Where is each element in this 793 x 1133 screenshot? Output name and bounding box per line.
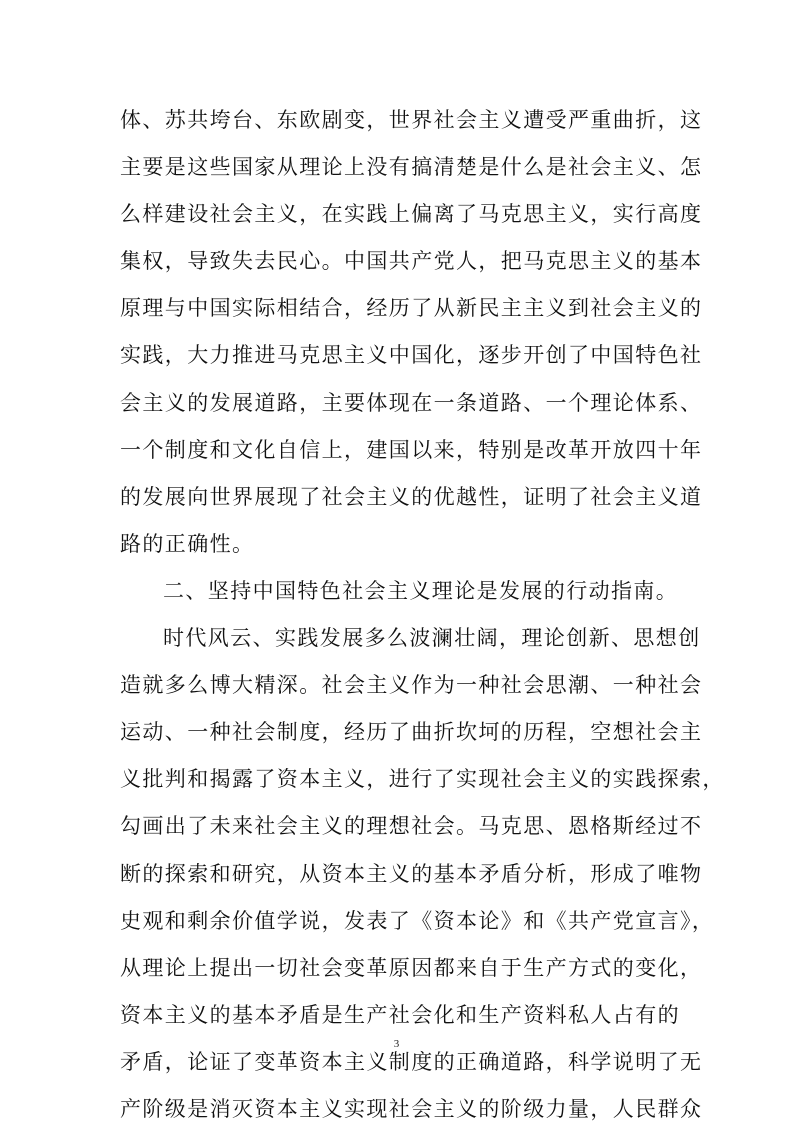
text-line: 义批判和揭露了资本主义，进行了实现社会主义的实践探索， [120, 767, 725, 792]
text-line: 主要是这些国家从理论上没有搞清楚是什么是社会主义、怎 [120, 155, 703, 180]
paragraph-start-line: 时代风云、实践发展多么波澜壮阔，理论创新、思想创 [163, 626, 701, 651]
page-number: 3 [393, 1038, 400, 1050]
text-line: 资本主义的基本矛盾是生产社会化和生产资料私人占有的 [120, 1002, 680, 1027]
text-line: 运动、一种社会制度，经历了曲折坎坷的历程，空想社会主 [120, 720, 703, 745]
text-line: 么样建设社会主义，在实践上偏离了马克思主义，实行高度 [120, 202, 703, 227]
text-line: 体、苏共垮台、东欧剧变，世界社会主义遭受严重曲折，这 [120, 108, 703, 132]
section-heading: 二、坚持中国特色社会主义理论是发展的行动指南。 [163, 578, 679, 603]
text-line: 一个制度和文化自信上，建国以来，特别是改革开放四十年 [120, 437, 703, 462]
text-line: 勾画出了未来社会主义的理想社会。马克思、恩格斯经过不 [120, 814, 703, 839]
text-line: 原理与中国实际相结合，经历了从新民主主义到社会主义的 [120, 296, 703, 321]
text-line: 路的正确性。 [120, 531, 255, 556]
text-line: 从理论上提出一切社会变革原因都来自于生产方式的变化， [120, 955, 703, 980]
body-text [120, 97, 725, 1133]
text-line: 产阶级是消灭资本主义实现社会主义的阶级力量，人民群众 [120, 1096, 703, 1121]
text-line: 会主义的发展道路，主要体现在一条道路、一个理论体系、 [120, 390, 703, 415]
text-line: 断的探索和研究，从资本主义的基本矛盾分析，形成了唯物 [120, 861, 703, 886]
text-line: 史观和剩余价值学说，发表了《资本论》和《共产党宣言》， [120, 908, 715, 933]
text-line: 实践，大力推进马克思主义中国化，逐步开创了中国特色社 [120, 343, 703, 368]
text-line: 集权，导致失去民心。中国共产党人，把马克思主义的基本 [120, 249, 703, 274]
text-line: 矛盾，论证了变革资本主义制度的正确道路，科学说明了无 [120, 1049, 703, 1074]
text-line: 造就多么博大精深。社会主义作为一种社会思潮、一种社会 [120, 673, 703, 698]
text-line: 的发展向世界展现了社会主义的优越性，证明了社会主义道 [120, 484, 703, 509]
